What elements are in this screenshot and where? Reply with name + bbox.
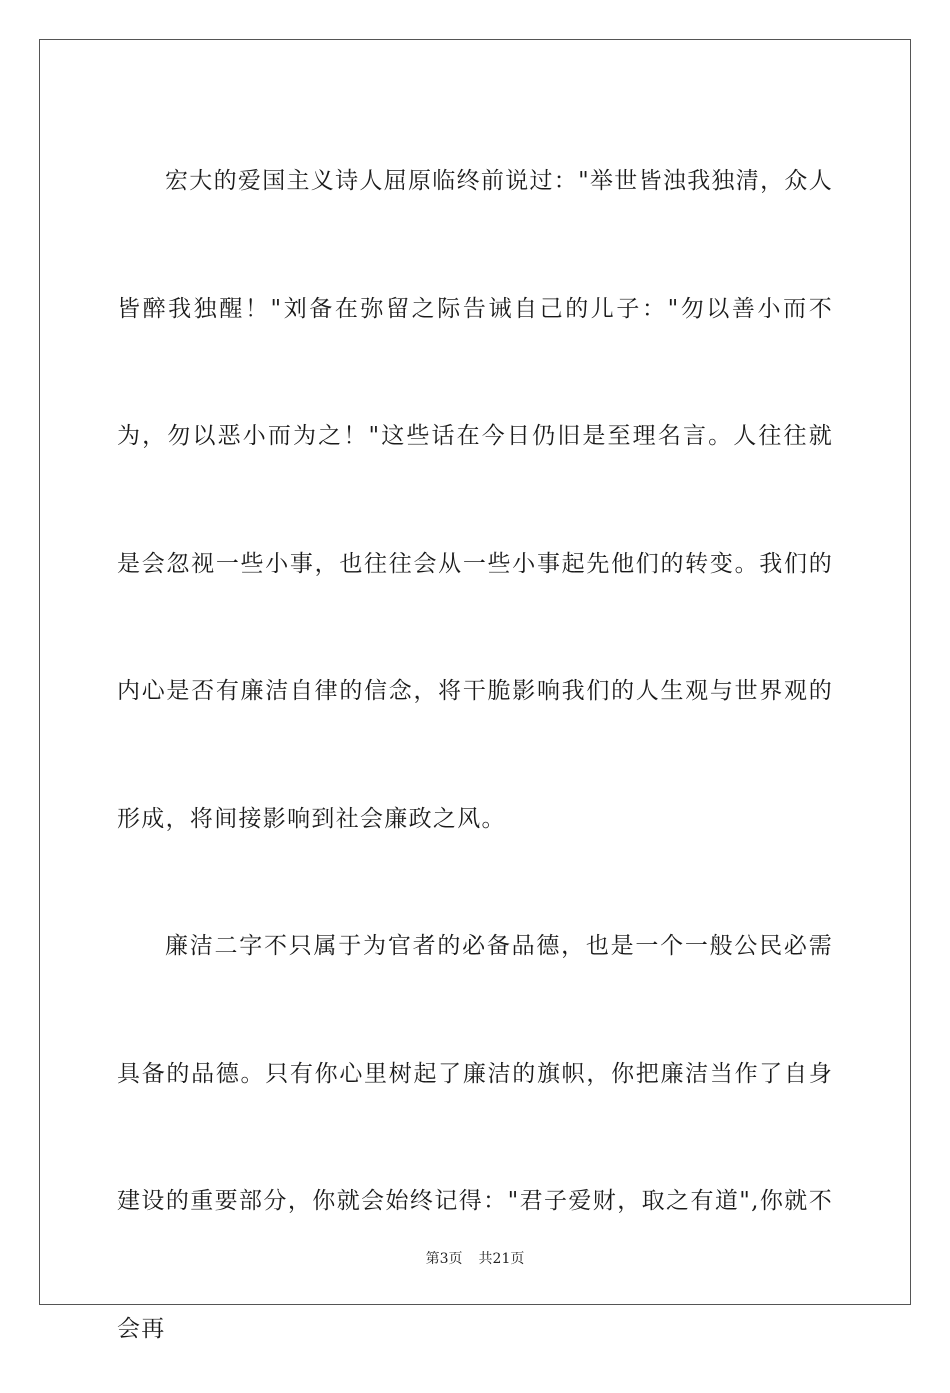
page-footer: [0, 1248, 950, 1268]
paragraph-1: 宏大的爱国主义诗人屈原临终前说过："举世皆浊我独清，众人皆醉我独醒！"刘备在弥留之际告诫自己的儿子："勿以善小而不为，勿以恶小而为之！"这些话在今日仍旧是至理名言。人往往就是会忽视一些小事，也往往会从一些小事起先他们的转变。我们的内心是否有廉洁自律的信念，将干脆影响我们的人生观与世界观的形成，将间接影响到社会廉政之风。: [117, 168, 833, 832]
page-number: 第3页: [425, 1251, 463, 1267]
document-body: [117, 118, 833, 1393]
page-total: 共21页: [478, 1251, 525, 1267]
paragraph-2: 廉洁二字不只属于为官者的必备品德，也是一个一般公民必需具备的品德。只有你心里树起了廉洁的旗帜，你把廉洁当作了自身建设的重要部分，你就会始终记得："君子爱财，取之有道",你就不会再: [117, 933, 833, 1342]
